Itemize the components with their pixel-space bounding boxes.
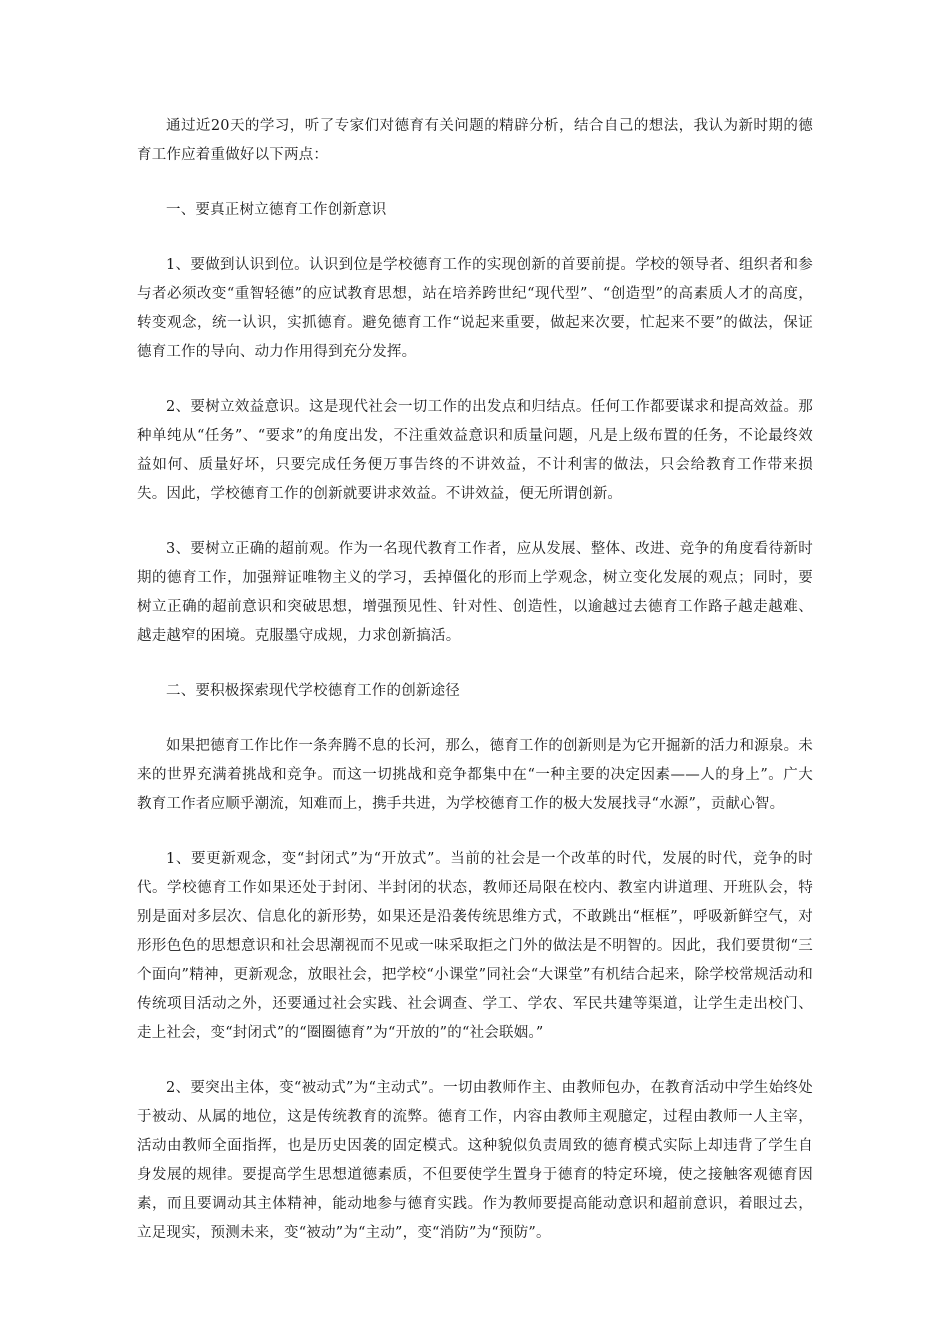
body-paragraph: 2、要树立效益意识。这是现代社会一切工作的出发点和归结点。任何工作都要谋求和提高效益。那种单纯从“任务”、“要求”的角度出发，不注重效益意识和质量问题，凡是上级布置的任务，不论最终效益如何、质量好坏，只要完成任务便万事告终的不讲效益，不计利害的做法，只会给教育工作带来损失。因此，学校德育工作的创新就要讲求效益。不讲效益，便无所谓创新。: [137, 399, 813, 502]
intro-paragraph: 通过近20天的学习，听了专家们对德育有关问题的精辟分析，结合自己的想法，我认为新时期的德育工作应着重做好以下两点：: [137, 118, 813, 163]
document-body: [137, 112, 813, 1274]
body-paragraph: 如果把德育工作比作一条奔腾不息的长河，那么，德育工作的创新则是为它开掘新的活力和源泉。未来的世界充满着挑战和竞争。而这一切挑战和竞争都集中在“一种主要的决定因素——人的身上”。广大教育工作者应顺乎潮流，知难而上，携手共进，为学校德育工作的极大发展找寻“水源”，贡献心智。: [137, 738, 813, 812]
section-heading-2: 二、要积极探索现代学校德育工作的创新途径: [166, 683, 460, 699]
body-paragraph: 1、要做到认识到位。认识到位是学校德育工作的实现创新的首要前提。学校的领导者、组织者和参与者必须改变“重智轻德”的应试教育思想，站在培养跨世纪“现代型”、“创造型”的高素质人才的高度，转变观念，统一认识，实抓德育。避免德育工作“说起来重要，做起来次要，忙起来不要”的做法，保证德育工作的导向、动力作用得到充分发挥。: [137, 257, 813, 360]
body-paragraph: 2、要突出主体，变“被动式”为“主动式”。一切由教师作主、由教师包办，在教育活动中学生始终处于被动、从属的地位，这是传统教育的流弊。德育工作，内容由教师主观臆定，过程由教师一人主宰，活动由教师全面指挥，也是历史因袭的固定模式。这种貌似负责周致的德育模式实际上却违背了学生自身发展的规律。要提高学生思想道德素质，不但要使学生置身于德育的特定环境，使之接触客观德育因素，而且要调动其主体精神，能动地参与德育实践。作为教师要提高能动意识和超前意识，着眼过去，立足现实，预测未来，变“被动”为“主动”，变“消防”为“预防”。: [137, 1080, 813, 1241]
body-paragraph: 3、要树立正确的超前观。作为一名现代教育工作者，应从发展、整体、改进、竞争的角度看待新时期的德育工作，加强辩证唯物主义的学习，丢掉僵化的形而上学观念，树立变化发展的观点；同时，要树立正确的超前意识和突破思想，增强预见性、针对性、创造性，以逾越过去德育工作路子越走越难、越走越窄的困境。克服墨守成规，力求创新搞活。: [137, 541, 813, 644]
body-paragraph: 1、要更新观念，变“封闭式”为“开放式”。当前的社会是一个改革的时代，发展的时代，竞争的时代。学校德育工作如果还处于封闭、半封闭的状态，教师还局限在校内、教室内讲道理、开班队会，特别是面对多层次、信息化的新形势，如果还是沿袭传统思维方式，不敢跳出“框框”，呼吸新鲜空气，对形形色色的思想意识和社会思潮视而不见或一味采取拒之门外的做法是不明智的。因此，我们要贯彻“三个面向”精神，更新观念，放眼社会，把学校“小课堂”同社会“大课堂”有机结合起来，除学校常规活动和传统项目活动之外，还要通过社会实践、社会调查、学工、学农、军民共建等渠道，让学生走出校门、走上社会，变“封闭式”的“圈圈德育”为“开放的”的“社会联姻。”: [137, 851, 813, 1041]
section-heading-1: 一、要真正树立德育工作创新意识: [166, 202, 387, 218]
